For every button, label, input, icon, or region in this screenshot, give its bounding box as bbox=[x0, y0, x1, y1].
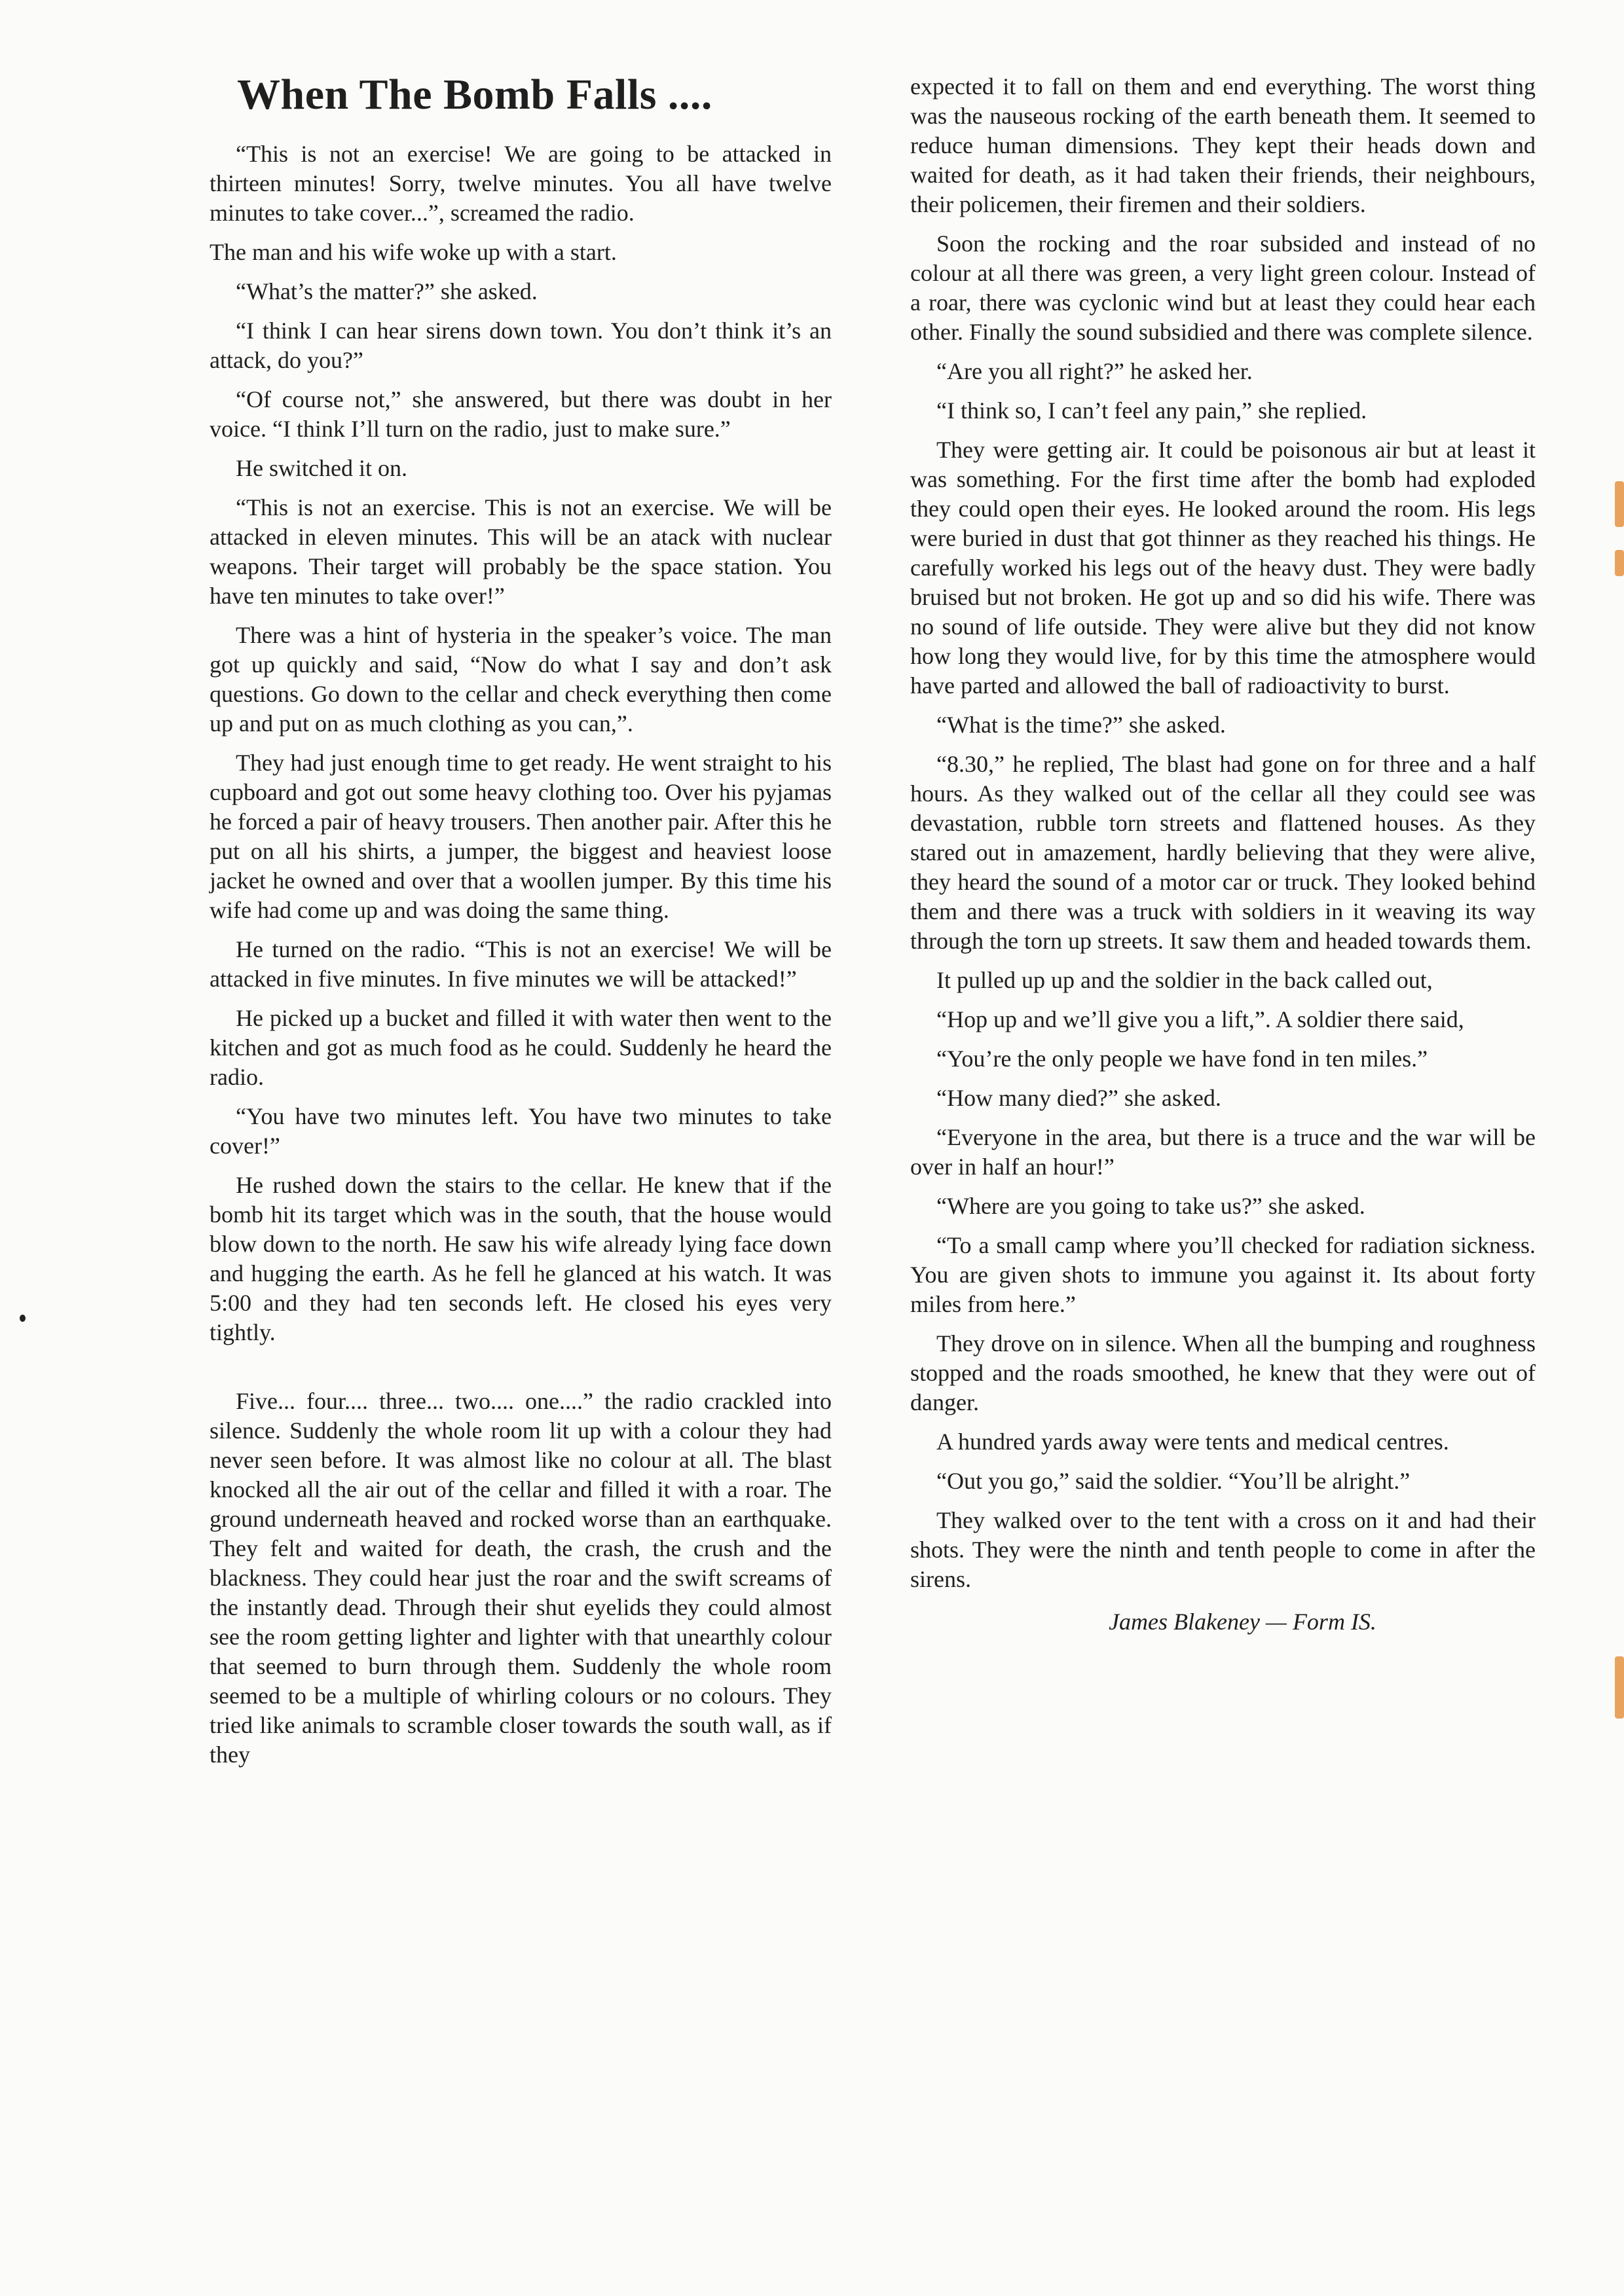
paragraph: “To a small camp where you’ll checked for radiation sickness. You are given shots to immune you against it. Its about forty miles from here.” bbox=[910, 1232, 1536, 1317]
paragraph: “Out you go,” said the soldier. “You’ll be alright.” bbox=[936, 1468, 1411, 1494]
ink-dot bbox=[20, 1315, 26, 1322]
paragraph: “What’s the matter?” she asked. bbox=[236, 278, 538, 304]
article-title: When The Bomb Falls .... bbox=[237, 71, 712, 118]
paragraph: “Where are you going to take us?” she asked. bbox=[936, 1193, 1365, 1219]
page-edge-mark bbox=[1615, 550, 1624, 576]
paragraph: “I think I can hear sirens down town. You don’t think it’s an attack, do you?” bbox=[210, 318, 832, 373]
paragraph: He switched it on. bbox=[236, 455, 407, 481]
paragraph: They were getting air. It could be poisonous air but at least it was something. For the first time after the bomb had exploded they could open their eyes. He looked around the room. His legs were buried in dust that got thinner as they reached his things. He carefully worked his legs out of the heavy dust. They were badly bruised but not broken. He got up and so did his wife. There was no sound of life outside. They were alive but they did not know how long they would live, for by this time the atmosphere would have parted and allowed the ball of radioactivity to burst. bbox=[910, 437, 1536, 699]
paragraph: They walked over to the tent with a cross on it and had their shots. They were the ninth and tenth people to come in after the sirens. bbox=[910, 1507, 1536, 1592]
paragraph: “I think so, I can’t feel any pain,” she replied. bbox=[936, 397, 1367, 424]
paragraph: They had just enough time to get ready. He went straight to his cupboard and got out some heavy clothing too. Over his pyjamas he forced a pair of heavy trousers. Then another pair. After this he put on all his shirts, a jumper, the biggest and heaviest loose jacket he owned and over that a woollen jumper. By this time his wife had come up and was doing the same thing. bbox=[210, 750, 832, 923]
paragraph: “Of course not,” she answered, but there was doubt in her voice. “I think I’ll turn on the radio, just to make sure.” bbox=[210, 386, 832, 442]
paragraph: Soon the rocking and the roar subsided and instead of no colour at all there was green, a very light green colour. Instead of a roar, there was cyclonic wind but at least they could hear each other. Finally the sound subsidied and there was complete silence. bbox=[910, 230, 1536, 345]
paragraph: “This is not an exercise. This is not an exercise. We will be attacked in eleven minutes. This will be an atack with nuclear weapons. Their target will probably be the space station. You have ten minutes to take over!” bbox=[210, 494, 832, 609]
author-byline: James Blakeney — Form IS. bbox=[1109, 1609, 1376, 1635]
paragraph: “This is not an exercise! We are going to be attacked in thirteen minutes! Sorry, twelve minutes. You all have twelve minutes to take cover...”, screamed the radio. bbox=[210, 141, 832, 226]
paragraph: He picked up a bucket and filled it with water then went to the kitchen and got as much food as he could. Suddenly he heard the radio. bbox=[210, 1005, 832, 1090]
paragraph: “Everyone in the area, but there is a truce and the war will be over in half an hour!” bbox=[910, 1124, 1536, 1180]
paragraph: “Hop up and we’ll give you a lift,”. A soldier there said, bbox=[936, 1006, 1464, 1032]
paragraph: “Are you all right?” he asked her. bbox=[936, 358, 1253, 384]
paragraph: He turned on the radio. “This is not an exercise! We will be attacked in five minutes. In five minutes we will be attacked!” bbox=[210, 936, 832, 992]
paragraph: They drove on in silence. When all the bumping and roughness stopped and the roads smoothed, he knew that they were out of danger. bbox=[910, 1330, 1536, 1415]
paragraph: “8.30,” he replied, The blast had gone on for three and a half hours. As they walked out of the cellar all they could see was devastation, rubble torn streets and flattened houses. As they stared out in amazement, hardly believing that they were alive, they heard the sound of a motor car or truck. They looked behind them and there was a truck with soldiers in it weaving its way through the torn up streets. It saw them and headed towards them. bbox=[910, 751, 1536, 954]
paragraph: There was a hint of hysteria in the speaker’s voice. The man got up quickly and said, “Now do what I say and don’t ask questions. Go down to the cellar and check everything then come up and put on as much clothing as you can,”. bbox=[210, 622, 832, 737]
paragraph: It pulled up up and the soldier in the back called out, bbox=[936, 967, 1433, 993]
paragraph: “How many died?” she asked. bbox=[936, 1085, 1221, 1111]
right-column bbox=[910, 72, 1536, 1660]
paragraph: The man and his wife woke up with a start. bbox=[210, 239, 617, 265]
paragraph: Five... four.... three... two.... one....” the radio crackled into silence. Suddenly the whole room lit up with a colour they had never seen before. It was almost like no colour at all. The blast knocked all the air out of the cellar and filled it with a roar. The ground underneath heaved and rocked worse than an earthquake. They felt and waited for death, the crash, the crush and the blackness. They could hear just the roar and the swift screams of the instantly dead. Through their shut eyelids they could almost see the room getting lighter and lighter with that unearthly colour that seemed to burn through them. Suddenly the whole room seemed to be a multiple of whirling colours or no colours. They tried like animals to scramble closer towards the south wall, as if they bbox=[210, 1388, 832, 1768]
paragraph: He rushed down the stairs to the cellar. He knew that if the bomb hit its target which was in the south, that the house would blow down to the north. He saw his wife already lying face down and hugging the earth. As he fell he glanced at his watch. It was 5:00 and they had ten seconds left. He closed his eyes very tightly. bbox=[210, 1172, 832, 1345]
paragraph: “What is the time?” she asked. bbox=[936, 712, 1226, 738]
page-edge-mark bbox=[1615, 1656, 1624, 1719]
paragraph: expected it to fall on them and end everything. The worst thing was the nauseous rocking of the earth beneath them. It seemed to reduce human dimensions. They kept their heads down and waited for death, as it had taken their friends, their neighbours, their policemen, their firemen and their soldiers. bbox=[910, 73, 1536, 217]
paragraph: “You have two minutes left. You have two minutes to take cover!” bbox=[210, 1103, 832, 1159]
page-edge-mark bbox=[1615, 481, 1624, 527]
left-column bbox=[210, 69, 832, 1779]
paragraph: “You’re the only people we have fond in ten miles.” bbox=[936, 1046, 1428, 1072]
paragraph: A hundred yards away were tents and medical centres. bbox=[936, 1429, 1449, 1455]
